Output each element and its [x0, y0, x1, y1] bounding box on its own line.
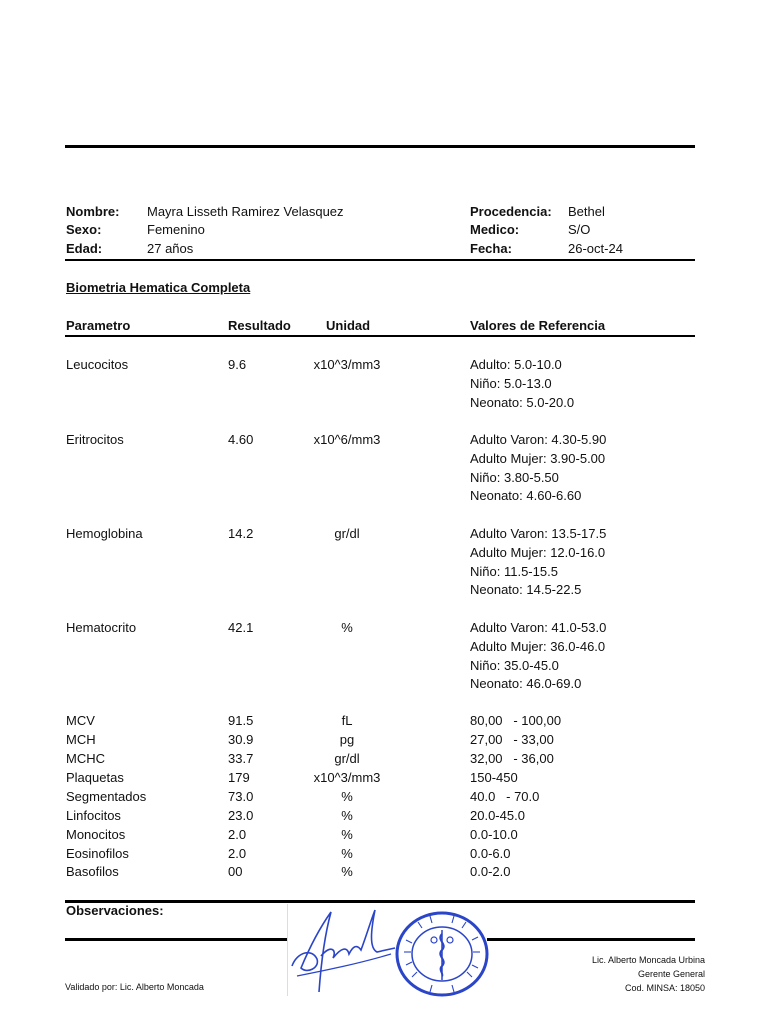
row-resultado: 2.0 — [228, 846, 247, 861]
row-resultado: 9.6 — [228, 357, 247, 372]
row-unidad: % — [341, 864, 353, 879]
row-referencia-line: Adulto Varon: 13.5-17.5 — [470, 526, 607, 541]
nombre-value: Mayra Lisseth Ramirez Velasquez — [147, 204, 344, 219]
row-unidad: x10^3/mm3 — [313, 770, 381, 785]
row-unidad: x10^3/mm3 — [313, 357, 381, 372]
row-unidad: gr/dl — [334, 526, 360, 541]
row-resultado: 179 — [228, 770, 250, 785]
row-referencia-line: 80,00 - 100,00 — [470, 713, 562, 728]
row-referencia-line: 27,00 - 33,00 — [470, 732, 554, 747]
signer-name: Lic. Alberto Moncada Urbina — [591, 955, 705, 965]
row-referencia-line: Adulto Varon: 4.30-5.90 — [470, 432, 607, 447]
header-parametro: Parametro — [66, 318, 131, 333]
row-referencia-line: Adulto Mujer: 36.0-46.0 — [470, 638, 606, 654]
row-parametro: Plaquetas — [66, 770, 124, 785]
row-referencia-line: Niño: 5.0-13.0 — [470, 375, 552, 391]
row-referencia-line: Niño: 11.5-15.5 — [470, 563, 558, 579]
row-parametro: MCV — [66, 713, 95, 728]
row-parametro: Linfocitos — [66, 808, 121, 823]
header-referencia: Valores de Referencia — [470, 318, 606, 333]
signer-title: Gerente General — [637, 969, 705, 979]
row-referencia-line: Niño: 35.0-45.0 — [470, 657, 559, 673]
row-referencia-line: Adulto Mujer: 12.0-16.0 — [470, 544, 606, 560]
row-unidad: pg — [339, 732, 355, 747]
signer-code: Cod. MINSA: 18050 — [624, 983, 705, 993]
row-referencia-line: Adulto Varon: 41.0-53.0 — [470, 620, 607, 635]
sexo-label: Sexo: — [66, 222, 102, 237]
patient-rule — [65, 259, 695, 261]
procedencia-value: Bethel — [568, 204, 605, 219]
row-parametro: Eritrocitos — [66, 432, 124, 447]
row-referencia-line: Neonato: 14.5-22.5 — [470, 582, 582, 598]
row-referencia-line: 0.0-10.0 — [470, 827, 518, 842]
row-unidad: % — [341, 827, 353, 842]
row-referencia-line: Adulto Mujer: 3.90-5.00 — [470, 450, 606, 466]
row-referencia-line: Neonato: 4.60-6.60 — [470, 488, 582, 504]
edad-value: 27 años — [147, 241, 194, 256]
row-parametro: Monocitos — [66, 827, 126, 842]
row-resultado: 91.5 — [228, 713, 254, 728]
stamp-seal — [394, 910, 490, 998]
row-unidad: % — [341, 808, 353, 823]
procedencia-label: Procedencia: — [470, 204, 552, 219]
signature-image — [287, 904, 397, 996]
row-parametro: Basofilos — [66, 864, 119, 879]
row-unidad: fL — [341, 713, 353, 728]
edad-label: Edad: — [66, 241, 103, 256]
row-resultado: 30.9 — [228, 732, 254, 747]
sexo-value: Femenino — [147, 222, 205, 237]
row-referencia-line: 32,00 - 36,00 — [470, 751, 554, 766]
row-parametro: Eosinofilos — [66, 846, 129, 861]
signature-line-left — [65, 938, 287, 941]
validado-por: Validado por: Lic. Alberto Moncada — [65, 982, 204, 992]
header-resultado: Resultado — [228, 318, 291, 333]
row-unidad: % — [341, 789, 353, 804]
row-referencia-line: Niño: 3.80-5.50 — [470, 469, 559, 485]
row-parametro: Hemoglobina — [66, 526, 143, 541]
signature-line-right — [487, 938, 695, 941]
row-unidad: % — [341, 846, 353, 861]
fecha-label: Fecha: — [470, 241, 512, 256]
row-referencia-line: Neonato: 5.0-20.0 — [470, 394, 575, 410]
header-unidad: Unidad — [326, 318, 371, 333]
observaciones-label: Observaciones: — [66, 903, 164, 918]
row-unidad: gr/dl — [334, 751, 360, 766]
fecha-value: 26-oct-24 — [568, 241, 623, 256]
medico-value: S/O — [568, 222, 591, 237]
official-stamp — [394, 910, 490, 998]
row-referencia-line: 20.0-45.0 — [470, 808, 525, 823]
section-title: Biometria Hematica Completa — [66, 280, 251, 295]
row-resultado: 00 — [228, 864, 243, 879]
row-resultado: 14.2 — [228, 526, 254, 541]
nombre-label: Nombre: — [66, 204, 120, 219]
table-header-rule — [65, 335, 695, 337]
row-parametro: Segmentados — [66, 789, 147, 804]
header-rule — [65, 145, 695, 148]
row-resultado: 23.0 — [228, 808, 254, 823]
row-referencia-line: Neonato: 46.0-69.0 — [470, 676, 582, 692]
row-unidad: x10^6/mm3 — [313, 432, 381, 447]
row-resultado: 4.60 — [228, 432, 254, 447]
row-referencia-line: 40.0 - 70.0 — [470, 789, 540, 804]
row-referencia-line: 150-450 — [470, 770, 518, 785]
row-parametro: MCHC — [66, 751, 105, 766]
row-resultado: 33.7 — [228, 751, 254, 766]
row-resultado: 2.0 — [228, 827, 247, 842]
row-referencia-line: 0.0-2.0 — [470, 864, 511, 879]
signature-drawing — [287, 904, 397, 996]
row-parametro: Leucocitos — [66, 357, 129, 372]
row-parametro: Hematocrito — [66, 620, 137, 635]
row-referencia-line: 0.0-6.0 — [470, 846, 511, 861]
row-resultado: 73.0 — [228, 789, 254, 804]
medico-label: Medico: — [470, 222, 520, 237]
row-unidad: % — [341, 620, 353, 635]
row-resultado: 42.1 — [228, 620, 254, 635]
row-parametro: MCH — [66, 732, 96, 747]
row-referencia-line: Adulto: 5.0-10.0 — [470, 357, 562, 372]
